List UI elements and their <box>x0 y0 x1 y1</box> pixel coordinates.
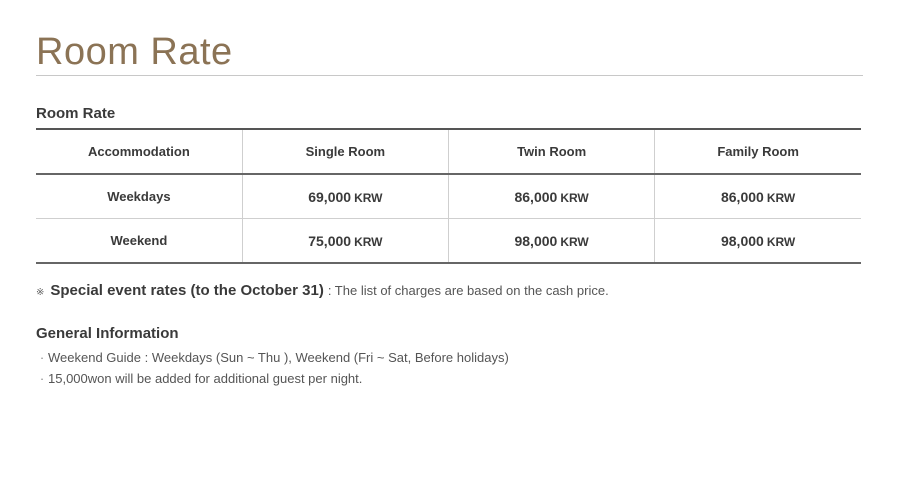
room-rate-heading: Room Rate <box>36 105 116 122</box>
special-event-title: Special event rates (to the October 31) <box>50 282 324 299</box>
price-currency: KRW <box>354 234 383 249</box>
column-header-twin-room: Twin Room <box>449 129 655 174</box>
price-amount: 98,000 <box>720 232 764 249</box>
price-currency: KRW <box>766 190 796 205</box>
page-title: Room Rate <box>36 31 233 73</box>
price-cell-weekdays-twin <box>449 174 655 219</box>
general-information-list <box>36 347 509 389</box>
special-event-text: : The list of charges are based on the cash price. <box>327 283 609 298</box>
price-amount: 69,000 <box>308 188 352 205</box>
price-amount: 86,000 <box>720 188 764 205</box>
table-row-weekend <box>36 219 861 264</box>
list-item-text: Weekend Guide : Weekdays (Sun ~ Thu ), Weekend (Fri ~ Sat, Before holidays) <box>48 350 509 365</box>
row-label-weekend: Weekend <box>110 233 168 248</box>
price-amount: 86,000 <box>514 188 558 205</box>
price-cell-weekend-twin <box>449 219 655 264</box>
column-header-single-room: Single Room <box>242 129 448 174</box>
price-amount: 75,000 <box>308 232 352 249</box>
price-cell-weekend-family <box>655 219 861 264</box>
price-cell-weekend-single <box>242 219 448 264</box>
price-cell-weekdays-family <box>655 174 861 219</box>
price-currency: KRW <box>560 190 589 205</box>
row-label-weekdays: Weekdays <box>107 189 171 204</box>
table-row-weekdays <box>36 174 861 219</box>
bullet-icon: · <box>39 371 45 386</box>
column-header-family-room: Family Room <box>655 129 861 174</box>
title-divider <box>36 75 863 76</box>
general-information-heading: General Information <box>36 325 179 342</box>
list-item-text: 15,000won will be added for additional guest per night. <box>48 371 363 386</box>
price-currency: KRW <box>766 234 796 249</box>
price-amount: 98,000 <box>514 232 558 249</box>
bullet-icon: · <box>39 350 45 365</box>
column-header-accommodation: Accommodation <box>87 144 190 159</box>
reference-mark-icon: ※ <box>36 287 45 298</box>
price-cell-weekdays-single <box>242 174 448 219</box>
special-event-note <box>36 281 609 303</box>
room-rate-table <box>36 128 861 264</box>
list-item <box>36 347 509 368</box>
price-currency: KRW <box>354 190 383 205</box>
table-header-row <box>36 129 861 174</box>
price-currency: KRW <box>560 234 589 249</box>
list-item <box>36 368 509 389</box>
